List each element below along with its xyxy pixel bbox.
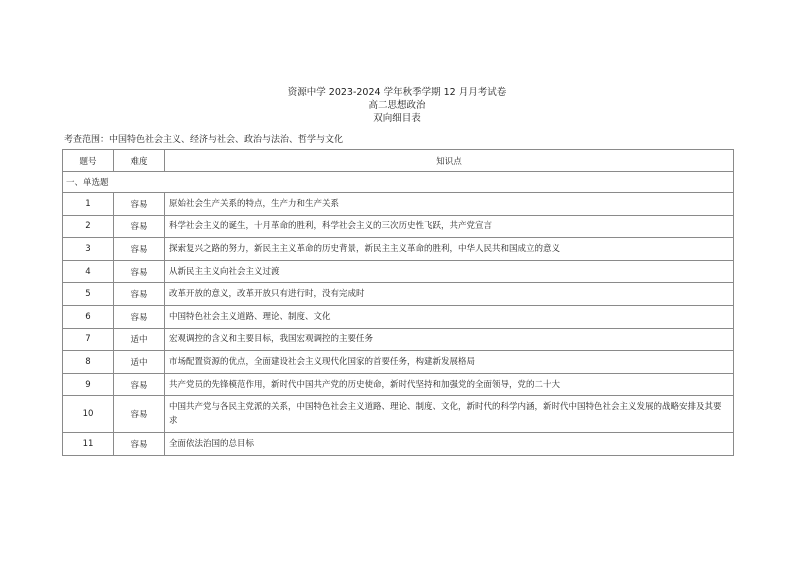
table-row: [63, 283, 734, 306]
knowledge-cell: 科学社会主义的诞生，十月革命的胜利，科学社会主义的三次历史性飞跃，共产党宣言: [165, 215, 734, 238]
question-number: 4: [63, 260, 114, 283]
knowledge-cell: 原始社会生产关系的特点，生产力和生产关系: [165, 193, 734, 216]
difficulty-cell: 容易: [114, 283, 165, 306]
difficulty-cell: 容易: [114, 373, 165, 396]
table-row: [63, 215, 734, 238]
difficulty-cell: 容易: [114, 305, 165, 328]
question-number: 2: [63, 215, 114, 238]
question-number: 1: [63, 193, 114, 216]
table-row: [63, 373, 734, 396]
header-knowledge: 知识点: [165, 150, 734, 172]
question-number: 8: [63, 351, 114, 374]
exam-scope: 考查范围：中国特色社会主义、经济与社会、政治与法治、哲学与文化: [64, 135, 344, 145]
question-number: 5: [63, 283, 114, 306]
table-row: [63, 433, 734, 456]
exam-title: 资源中学 2023-2024 学年秋季学期 12 月月考试卷: [287, 87, 507, 98]
table-row: [63, 193, 734, 216]
table-row: [63, 238, 734, 261]
table-row: [63, 328, 734, 351]
difficulty-cell: 适中: [114, 351, 165, 374]
question-number: 9: [63, 373, 114, 396]
difficulty-cell: 容易: [114, 215, 165, 238]
knowledge-cell: 共产党员的先锋模范作用，新时代中国共产党的历史使命，新时代坚持和加强党的全面领导，党的二十大: [165, 373, 734, 396]
question-number: 10: [63, 396, 114, 433]
knowledge-cell: 中国共产党与各民主党派的关系，中国特色社会主义道路、理论、制度、文化，新时代的科学内涵，新时代中国特色社会主义发展的战略安排及其要求: [165, 396, 734, 433]
difficulty-cell: 容易: [114, 396, 165, 433]
knowledge-cell: 全面依法治国的总目标: [165, 433, 734, 456]
header-row: [63, 150, 734, 172]
knowledge-cell: 市场配置资源的优点，全面建设社会主义现代化国家的首要任务，构建新发展格局: [165, 351, 734, 374]
knowledge-cell: 中国特色社会主义道路、理论、制度、文化: [165, 305, 734, 328]
section-row: [63, 172, 734, 193]
section-label: 一、单选题: [63, 172, 734, 193]
knowledge-cell: 从新民主主义向社会主义过渡: [165, 260, 734, 283]
question-number: 11: [63, 433, 114, 456]
table-row: [63, 305, 734, 328]
knowledge-cell: 探索复兴之路的努力，新民主主义革命的历史背景，新民主主义革命的胜利，中华人民共和国成立的意义: [165, 238, 734, 261]
specification-table: [62, 149, 734, 456]
header-number: 题号: [63, 150, 114, 172]
question-number: 6: [63, 305, 114, 328]
difficulty-cell: 适中: [114, 328, 165, 351]
difficulty-cell: 容易: [114, 433, 165, 456]
question-number: 7: [63, 328, 114, 351]
subject-title: 高二思想政治: [368, 100, 426, 111]
difficulty-cell: 容易: [114, 193, 165, 216]
question-number: 3: [63, 238, 114, 261]
table-row: [63, 351, 734, 374]
knowledge-cell: 改革开放的意义，改革开放只有进行时，没有完成时: [165, 283, 734, 306]
table-title: 双向细目表: [373, 113, 421, 124]
table-row: [63, 396, 734, 433]
table-row: [63, 260, 734, 283]
difficulty-cell: 容易: [114, 238, 165, 261]
difficulty-cell: 容易: [114, 260, 165, 283]
header-difficulty: 难度: [114, 150, 165, 172]
knowledge-cell: 宏观调控的含义和主要目标，我国宏观调控的主要任务: [165, 328, 734, 351]
